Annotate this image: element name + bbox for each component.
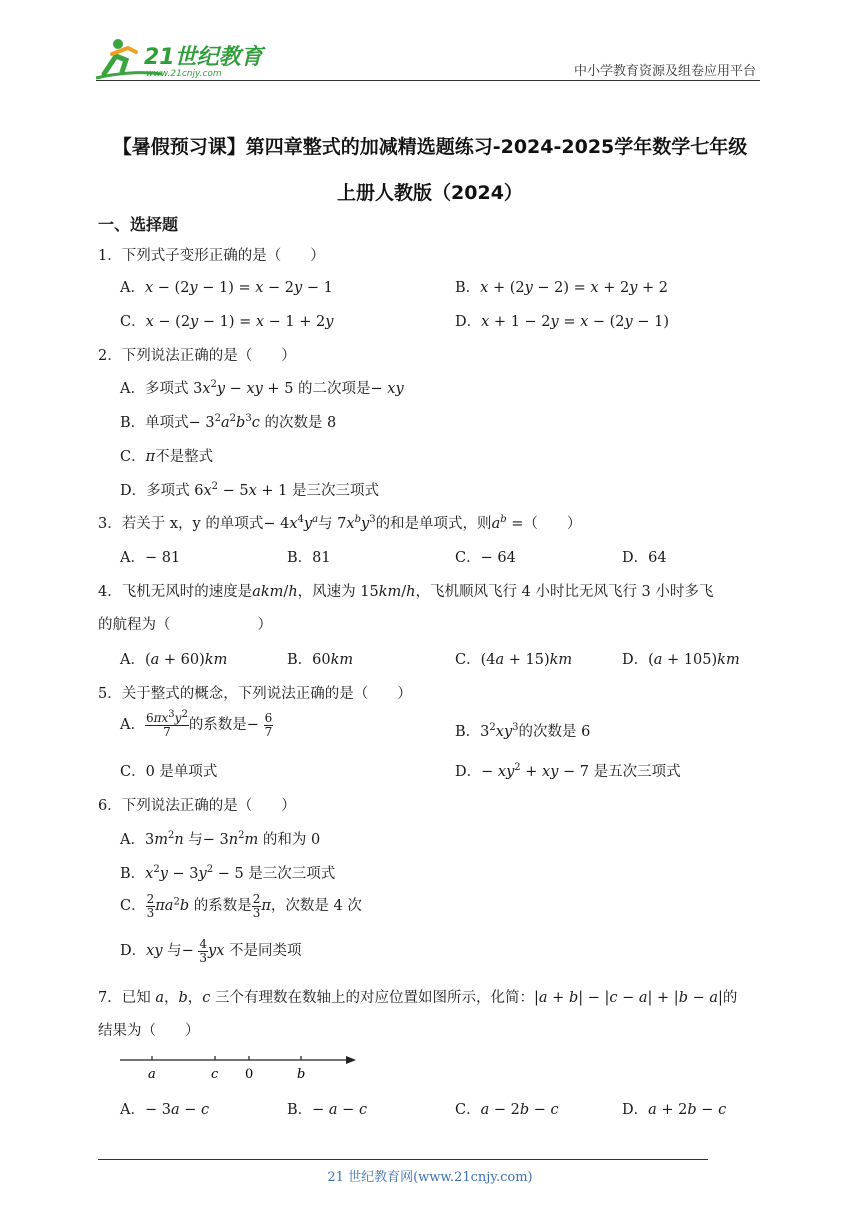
document-title-line2: 上册人教版（2024） [337,182,523,204]
q3-option-b: B．81 [287,550,331,566]
q2-option-d: D．多项式 $6x^2 - 5x + 1$ 是三次三项式 [120,481,380,499]
footer-site-link[interactable]: 21 世纪教育网(www.21cnjy.com) [327,1170,533,1185]
q5-option-c: C．0 是单项式 [120,764,218,780]
label-a: a [148,1067,156,1082]
label-0: 0 [245,1067,254,1082]
q4-option-d: D．(a + 105)km [622,652,740,668]
q3-option-a: A．− 81 [120,550,181,566]
section-heading: 一、选择题 [98,215,179,234]
logo-url: www.21cnjy.com [146,69,222,79]
q4-option-c: C．(4a + 15)km [455,652,573,668]
q3-option-d: D．64 [622,550,667,566]
site-logo [92,34,272,82]
q5-option-b: B．$3^2xy^3$的次数是 6 [455,722,591,740]
label-b: b [297,1067,306,1082]
q1-option-c: C．x − (2y − 1) = x − 1 + 2y [120,314,334,330]
number-line-arrow [346,1056,356,1064]
q7-option-b: B．− a − c [287,1102,368,1118]
label-c: c [211,1067,219,1082]
header-divider [96,80,760,81]
question-1: 1．下列式子变形正确的是（ ） [98,248,325,264]
q7-option-c: C．a − 2b − c [455,1102,559,1118]
q7-option-d: D．a + 2b − c [622,1102,727,1118]
q2-option-b: B．单项式− $3^2a^2b^3c$ 的次数是 8 [120,413,337,431]
header-platform-text: 中小学教育资源及组卷应用平台 [573,64,756,79]
q6-option-b: B．$x^2y - 3y^2 - 5$ 是三次三项式 [120,864,336,882]
question-7: 7．已知 a，b，c 三个有理数在数轴上的对应位置如图所示，化简：|a + b| − |c − a| + |b − a|的 [98,990,738,1006]
q6-option-c: C． $\frac{2}{3}$ $\pi a^2b$ 的系数是 $\frac{2}{3}$ π，次数是 4 次 [120,892,362,920]
q3-option-c: C．− 64 [455,550,516,566]
q1-option-b: B．x + (2y − 2) = x + 2y + 2 [455,280,668,296]
question-6: 6．下列说法正确的是（ ） [98,798,296,814]
question-5: 5．关于整式的概念，下列说法正确的是（ ） [98,686,412,702]
q1-option-a: A．x − (2y − 1) = x − 2y − 1 [120,280,333,296]
q5-option-d: D．− $xy^2$ + xy − 7 是五次三项式 [455,762,681,780]
question-7-line2: 结果为（ ） [98,1023,200,1039]
q6-option-a: A．$3m^2n$ 与− $3n^2m$ 的和为 0 [120,830,321,848]
q2-option-c: C．π不是整式 [120,449,214,465]
q1-option-d: D．x + 1 − 2y = x − (2y − 1) [455,314,669,330]
q5-option-a: A． $\frac{6\pi x^3y^2}{7}$ 的系数是− $\frac{6}{7}$ [120,709,273,739]
document-title-line1: 【暑假预习课】第四章整式的加减精选题练习-2024-2025学年数学七年级 [112,136,748,158]
q4-option-b: B．60km [287,652,354,668]
q6-option-d: D．xy 与− $\frac{4}{3}$ yx 不是同类项 [120,937,302,965]
q4-option-a: A．(a + 60)km [120,652,228,668]
q2-option-a: A．多项式 $3x^2y$ − xy + 5 的二次项是− xy [120,379,404,397]
question-4-line2: 的航程为（ ） [98,617,272,633]
question-4: 4．飞机无风时的速度是akm/h，风速为 15km/h，飞机顺风飞行 4 小时比无风飞行 3 小时多飞 [98,584,714,600]
question-3: 3．若关于 x，y 的单项式− $4x^4y^a$与 $7x^by^3$的和是单项式，则$a^b$ =（ ） [98,514,582,532]
footer-divider [98,1159,708,1160]
q7-option-a: A．− 3a − c [120,1102,210,1118]
logo-text: 21世纪教育 [144,45,263,70]
number-line-figure [118,1050,358,1086]
question-2: 2．下列说法正确的是（ ） [98,348,296,364]
